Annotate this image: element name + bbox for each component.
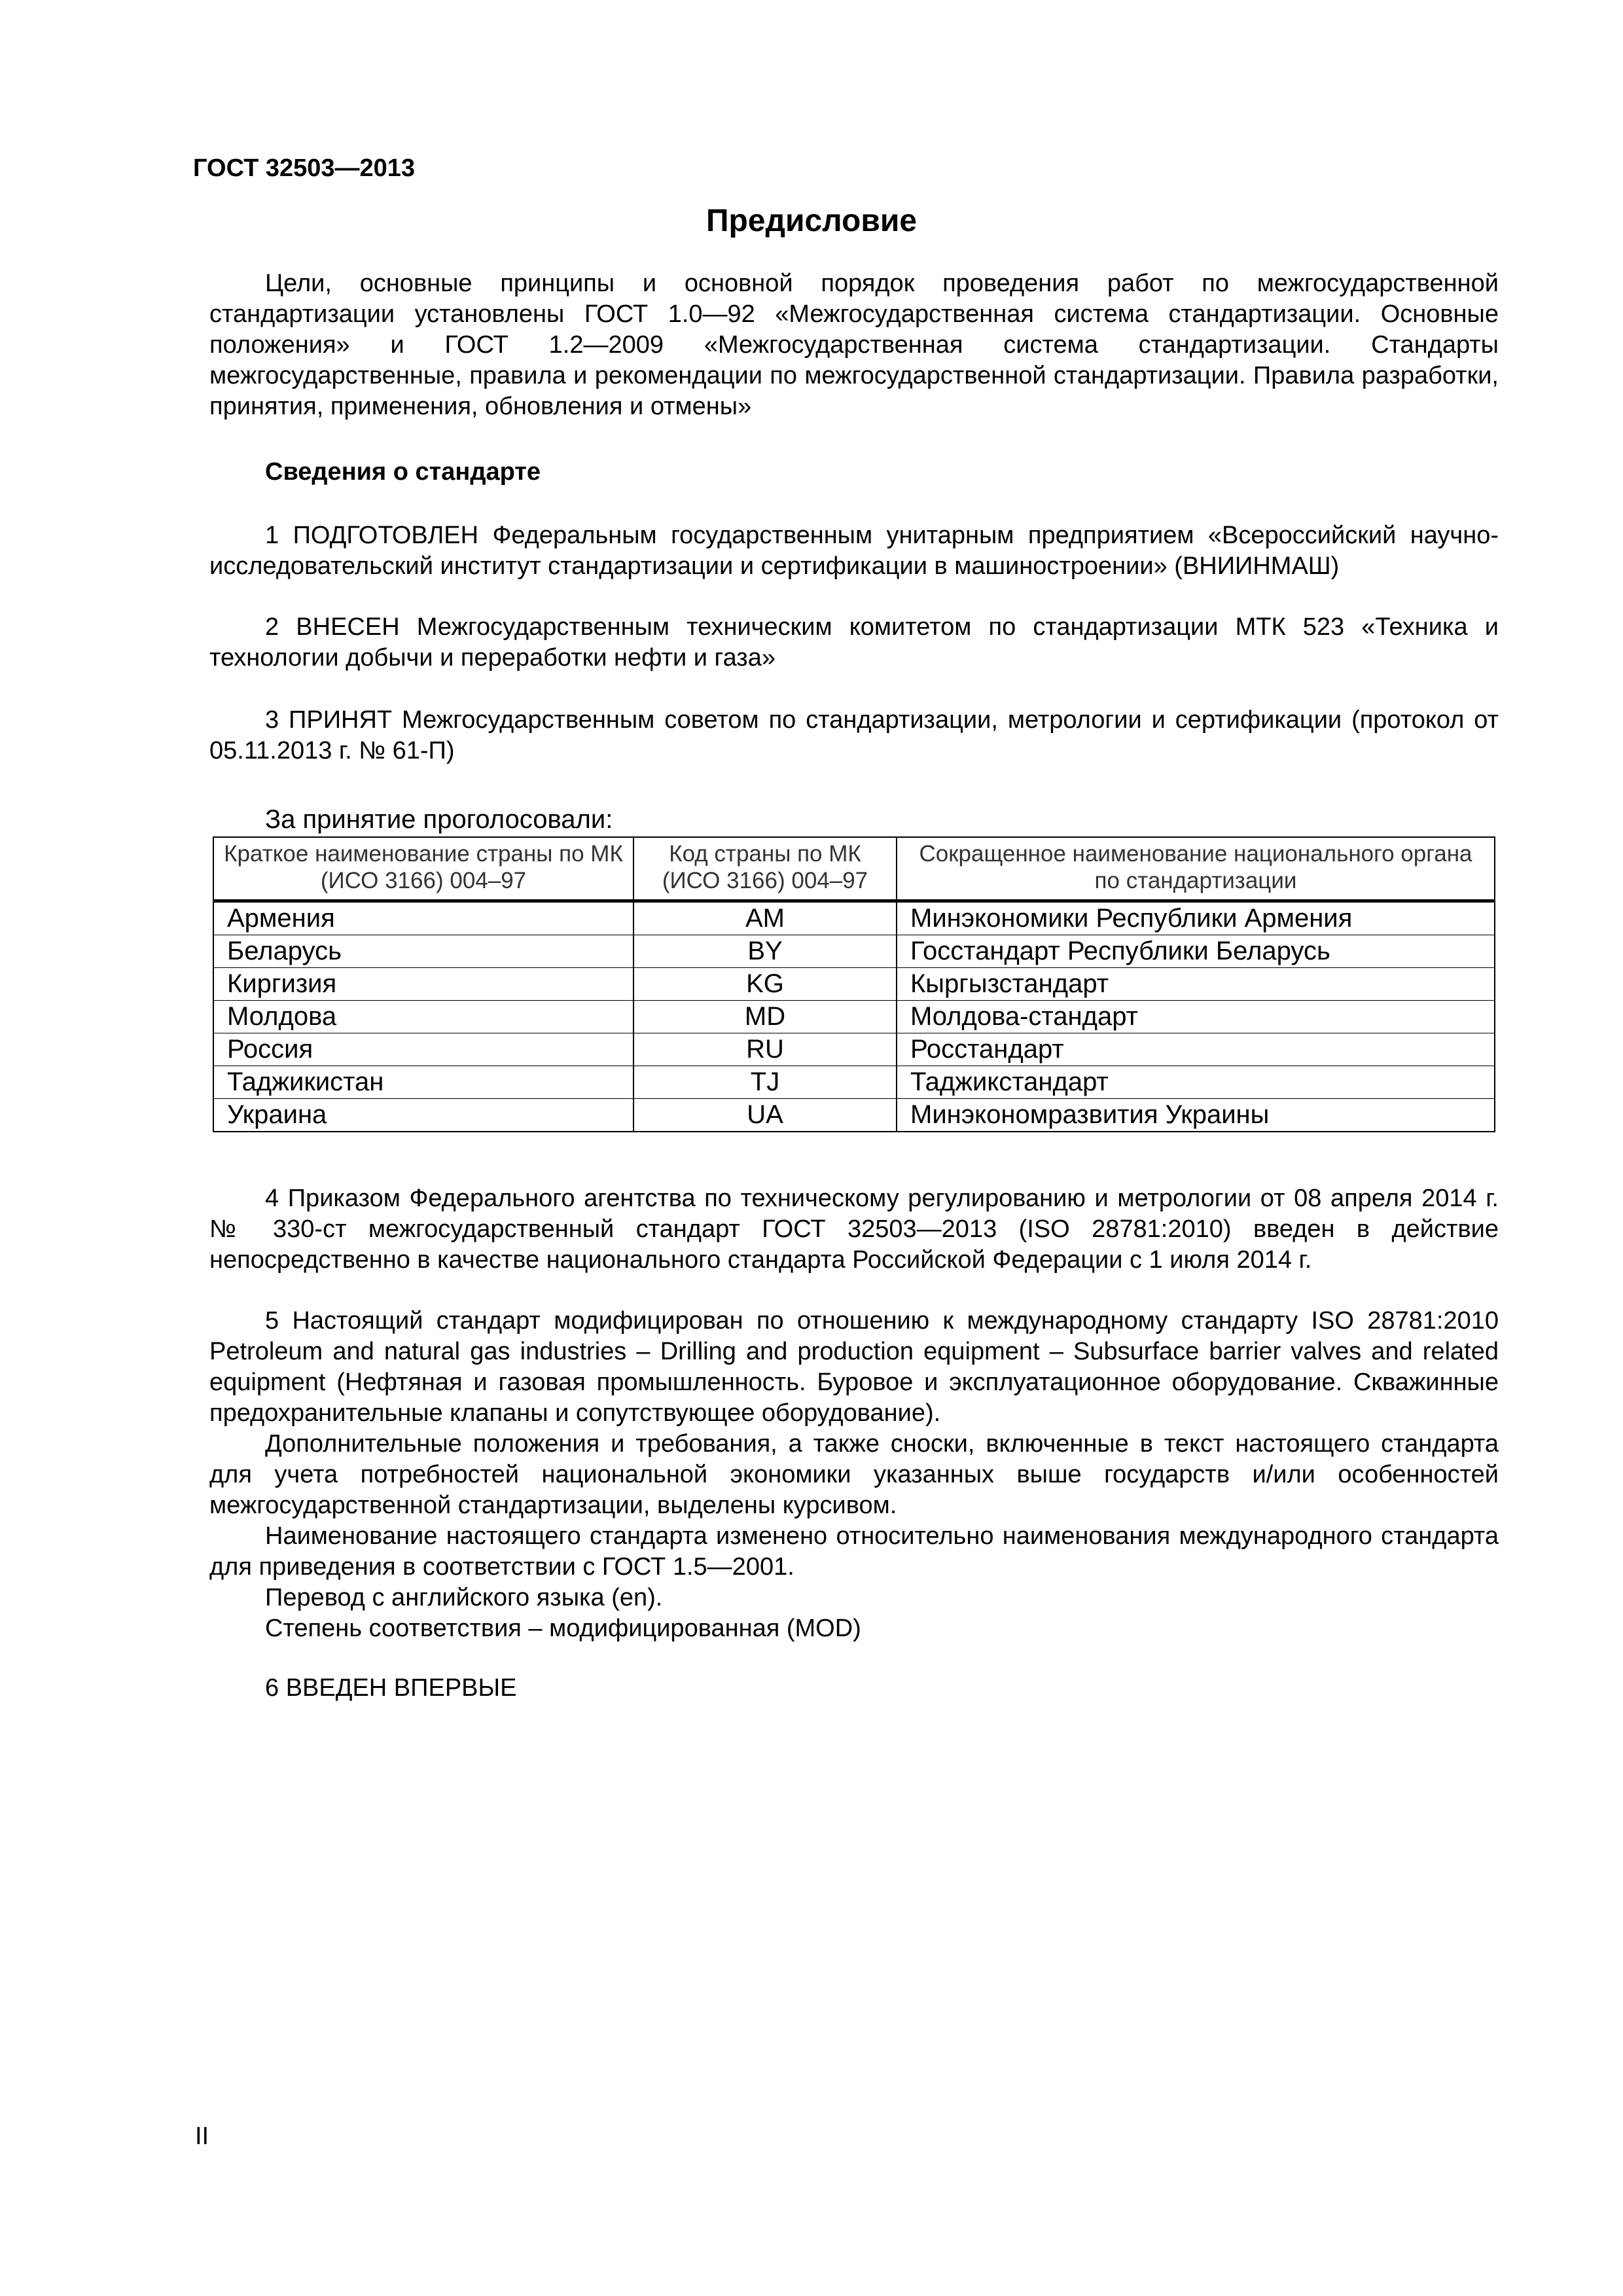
table-row (213, 968, 1495, 1001)
body-cell: Таджикстандарт (897, 1066, 1495, 1099)
item-5-modified: 5 Настоящий стандарт модифицирован по отношению к международному стандарту ISO 28781:2010 Petroleum and natural gas industries – Drilling and production equipment – Subsurface barrier valves and related equipment (Нефтяная и газовая промышленность. Буровое и эксплуатационное оборудование. Скважинные предохранительные клапаны и сопутствующее оборудование). (209, 1307, 1499, 1427)
page-number: II (195, 2123, 209, 2150)
item-5-additional: Дополнительные положения и требования, а также сноски, включенные в текст настоящего стандарта для учета потребностей национальной экономики указанных выше государств и/или особенностей межгосударственной стандартизации, выделены курсивом. (209, 1430, 1499, 1519)
country-cell: Киргизия (213, 968, 633, 1001)
code-cell: RU (633, 1033, 897, 1066)
header-country: Краткое наименование страны по МК (ИСО 3166) 004–97 (213, 837, 633, 901)
body-cell: Молдова-стандарт (897, 1001, 1495, 1033)
country-cell: Молдова (213, 1001, 633, 1033)
code-cell: MD (633, 1001, 897, 1033)
country-cell: Армения (213, 901, 633, 935)
table-row (213, 1066, 1495, 1099)
item-3-adopted: 3 ПРИНЯТ Межгосударственным советом по стандартизации, метрологии и сертификации (протокол от 05.11.2013 г. № 61-П) (209, 706, 1499, 764)
item-5-title-change: Наименование настоящего стандарта изменено относительно наименования международного стандарта для приведения в соответствии с ГОСТ 1.5—2001. (209, 1522, 1499, 1581)
header-body: Сокращенное наименование национального органа по стандартизации (897, 837, 1495, 901)
code-cell: TJ (633, 1066, 897, 1099)
item-4-order: 4 Приказом Федерального агентства по техническому регулированию и метрологии от 08 апреля 2014 г. № 330-ст межгосударственный стандарт ГОСТ 32503—2013 (ISO 28781:2010) введен в действие непосредственно в качестве национального стандарта Российской Федерации с 1 июля 2014 г. (209, 1185, 1499, 1274)
body-cell: Минэкономики Республики Армения (897, 901, 1495, 935)
item-2-submitted: 2 ВНЕСЕН Межгосударственным техническим комитетом по стандартизации МТК 523 «Техника и технологии добычи и переработки нефти и газа» (209, 613, 1499, 672)
intro-paragraph: Цели, основные принципы и основной порядок проведения работ по межгосударственной стандартизации установлены ГОСТ 1.0—92 «Межгосударственная система стандартизации. Основные положения» и ГОСТ 1.2—2009 «Межгосударственная система стандартизации. Стандарты межгосударственные, правила и рекомендации по межгосударственной стандартизации. Правила разработки, принятия, применения, обновления и отмены» (209, 270, 1499, 420)
code-cell: UA (633, 1099, 897, 1132)
header-code: Код страны по МК (ИСО 3166) 004–97 (633, 837, 897, 901)
code-cell: BY (633, 935, 897, 968)
body-cell: Кыргызстандарт (897, 968, 1495, 1001)
country-cell: Беларусь (213, 935, 633, 968)
table-row (213, 901, 1495, 935)
table-row (213, 935, 1495, 968)
body-cell: Минэкономразвития Украины (897, 1099, 1495, 1132)
voting-table (213, 836, 1495, 1132)
country-cell: Украина (213, 1099, 633, 1132)
code-cell: AM (633, 901, 897, 935)
section-heading: Сведения о стандарте (265, 458, 541, 486)
item-5-conformity: Степень соответствия – модифицированная (MOD) (265, 1615, 861, 1642)
document-id: ГОСТ 32503—2013 (193, 154, 416, 182)
table-row (213, 1099, 1495, 1132)
table-row (213, 1033, 1495, 1066)
table-row (213, 1001, 1495, 1033)
voting-caption: За принятие проголосовали: (265, 805, 613, 834)
item-6-introduced: 6 ВВЕДЕН ВПЕРВЫЕ (265, 1674, 517, 1702)
item-5-translation: Перевод с английского языка (en). (265, 1584, 663, 1611)
body-cell: Росстандарт (897, 1033, 1495, 1066)
country-cell: Таджикистан (213, 1066, 633, 1099)
item-1-prepared: 1 ПОДГОТОВЛЕН Федеральным государственным унитарным предприятием «Всероссийский научно-исследовательский институт стандартизации и сертификации в машиностроении» (ВНИИНМАШ) (209, 522, 1499, 580)
body-cell: Госстандарт Республики Беларусь (897, 935, 1495, 968)
page-title: Предисловие (705, 204, 918, 238)
code-cell: KG (633, 968, 897, 1001)
country-cell: Россия (213, 1033, 633, 1066)
table-header-row (213, 837, 1495, 901)
